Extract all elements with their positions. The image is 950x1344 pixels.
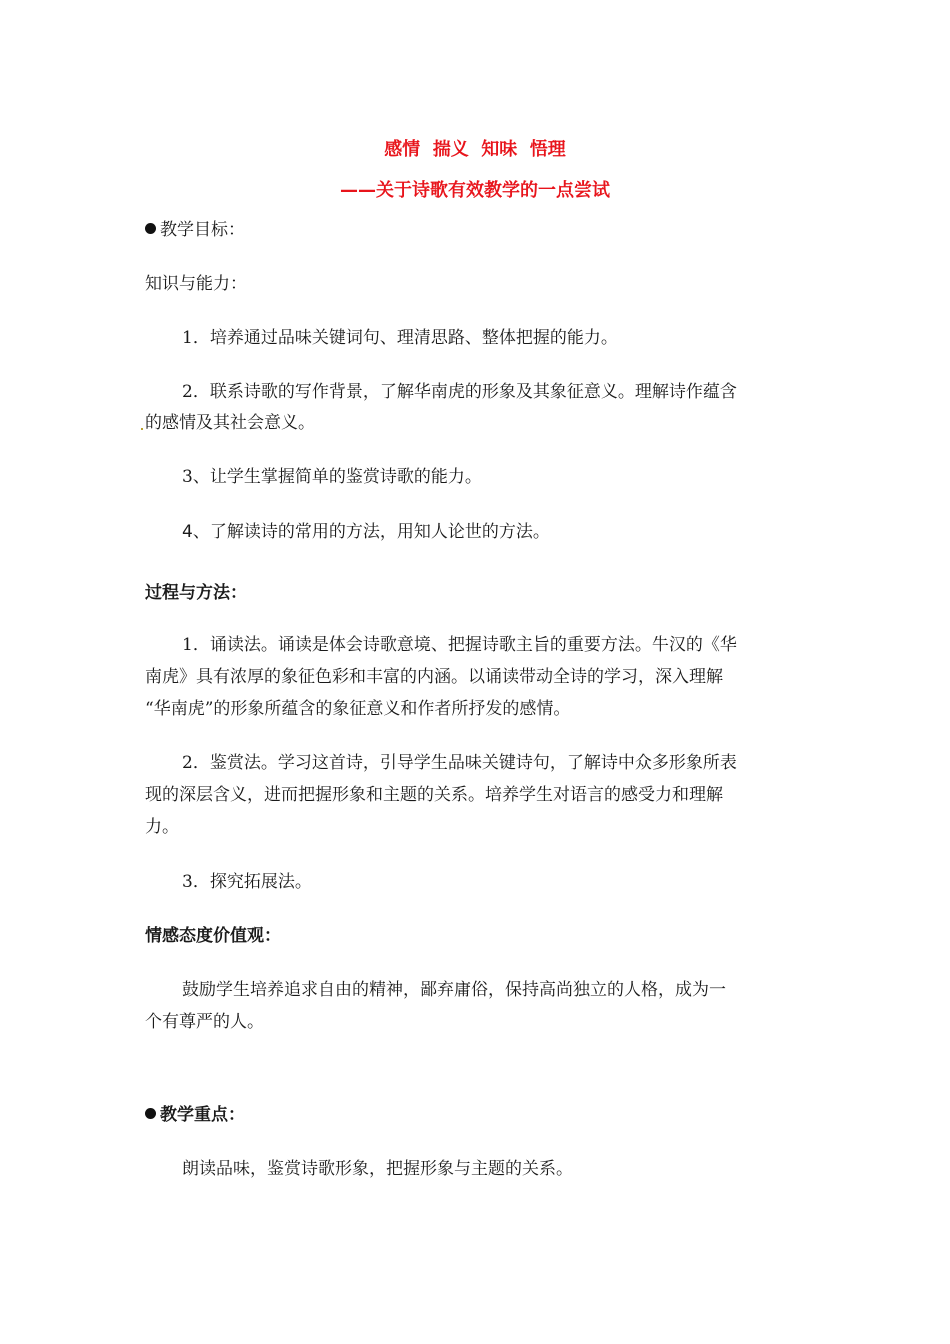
focus-heading-text: 教学重点： <box>160 1105 245 1125</box>
process-item-1-line-3: “华南虎”的形象所蕴含的象征意义和作者所抒发的感情。 <box>145 699 571 719</box>
process-item-2-line-3: 力。 <box>145 817 179 837</box>
knowledge-item-4: 4、了解读诗的常用的方法，用知人论世的方法。 <box>182 522 550 542</box>
goals-heading <box>145 219 245 241</box>
knowledge-item-3: 3、让学生掌握简单的鉴赏诗歌的能力。 <box>182 467 482 487</box>
emotion-heading: 情感态度价值观： <box>145 926 281 946</box>
document-title: 感情 揣义 知味 悟理 <box>384 139 566 160</box>
process-item-1-line-1: 1．诵读法。诵读是体会诗歌意境、把握诗歌主旨的重要方法。牛汉的《华 <box>182 635 737 655</box>
focus-heading <box>145 1104 245 1126</box>
knowledge-item-2-line-2: 的感情及其社会意义。 <box>145 413 315 433</box>
process-item-1-line-2: 南虎》具有浓厚的象征色彩和丰富的内涵。以诵读带动全诗的学习，深入理解 <box>145 667 723 687</box>
process-item-2-line-2: 现的深层含义，进而把握形象和主题的关系。培养学生对语言的感受力和理解 <box>145 785 723 805</box>
bullet-icon <box>145 1108 156 1119</box>
process-item-2-line-1: 2．鉴赏法。学习这首诗，引导学生品味关键诗句，了解诗中众多形象所表 <box>182 753 737 773</box>
document-subtitle: ——关于诗歌有效教学的一点尝试 <box>340 180 610 201</box>
knowledge-heading: 知识与能力： <box>145 274 247 294</box>
knowledge-item-2-line-1: 2．联系诗歌的写作背景，了解华南虎的形象及其象征意义。理解诗作蕴含 <box>182 382 737 402</box>
process-item-3: 3．探究拓展法。 <box>182 872 312 892</box>
emotion-item-line-1: 鼓励学生培养追求自由的精神，鄙弃庸俗，保持高尚独立的人格，成为一 <box>182 980 726 1000</box>
process-heading: 过程与方法： <box>145 583 247 603</box>
stray-mark <box>141 428 143 430</box>
knowledge-item-1: 1．培养通过品味关键词句、理清思路、整体把握的能力。 <box>182 328 618 348</box>
focus-item: 朗读品味，鉴赏诗歌形象，把握形象与主题的关系。 <box>182 1159 573 1179</box>
emotion-item-line-2: 个有尊严的人。 <box>145 1012 264 1032</box>
goals-heading-text: 教学目标： <box>160 220 245 240</box>
bullet-icon <box>145 223 156 234</box>
